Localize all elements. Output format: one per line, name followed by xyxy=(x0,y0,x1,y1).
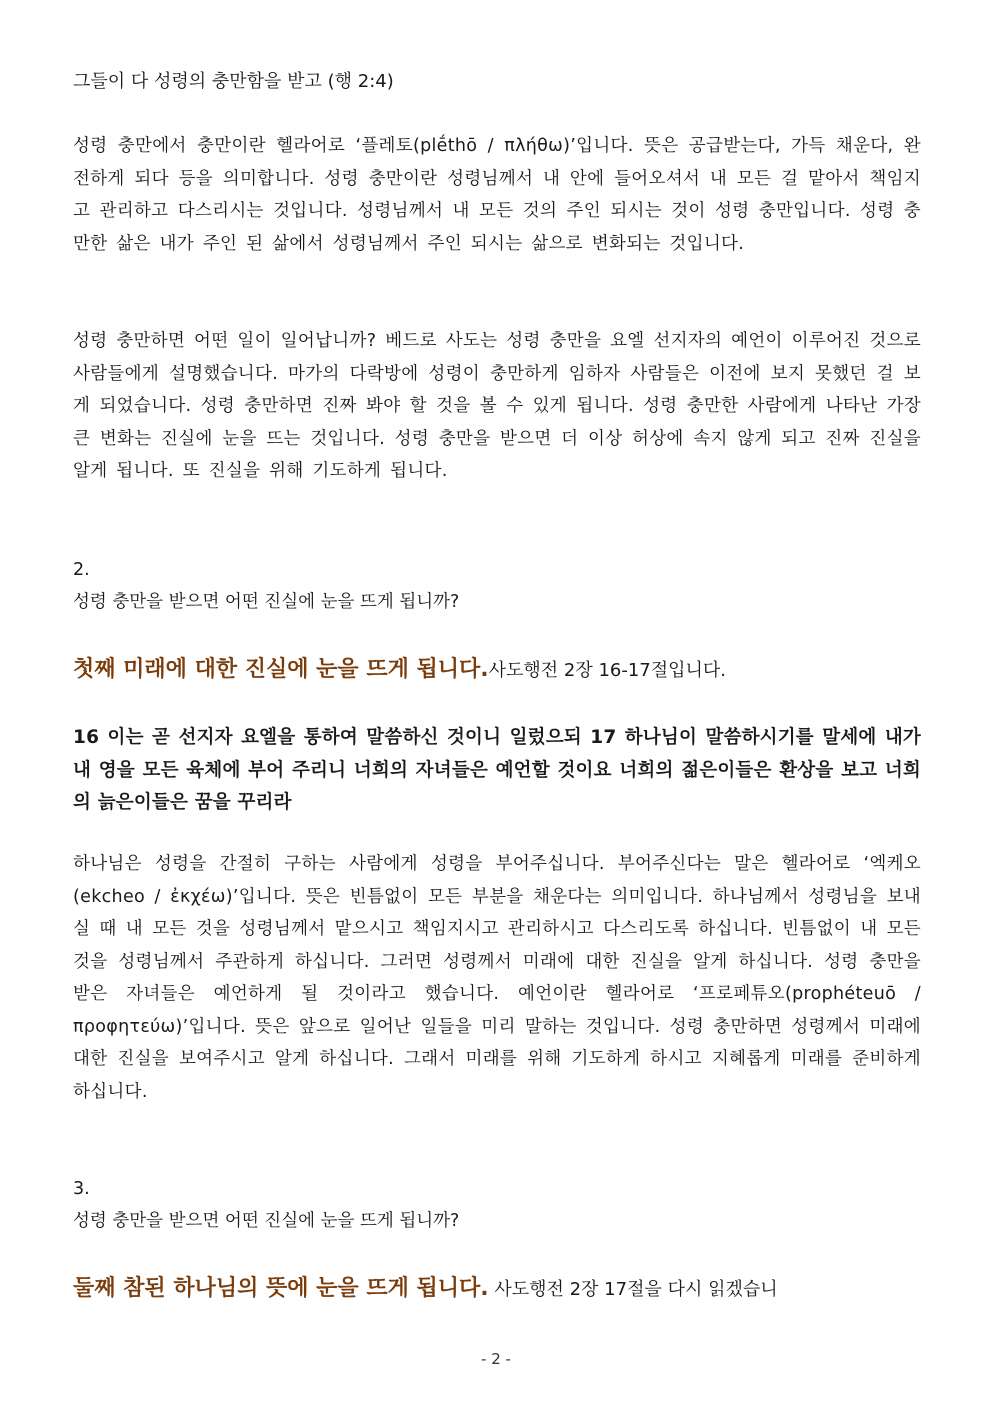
page-number: - 2 - xyxy=(481,1350,511,1368)
paragraph-ekcheo: 하나님은 성령을 간절히 구하는 사람에게 성령을 부어주십니다. 부어주신다는 말은 헬라어로 ‘엑케오(ekcheo / ἐκχέω)’입니다. 뜻은 빈틈없이 모든 부분을 채운다는 의미입니다. 하나님께서 성령님을 보내실 때 내 모든 것을 성령님께서 맡으시고 책임지시고 관리하시고 다스리도록 하십니다. 빈틈없이 내 모든 것을 성령님께서 주관하게 하십니다. 그러면 성령께서 미래에 대한 진실을 알게 하십니다. 성령 충만을 받은 자녀들은 예언하게 될 것이라고 했습니다. 예언이란 헬라어로 ‘프로페튜오(prophéteuō / προφητεύω)’입니다. 뜻은 앞으로 일어난 일들을 미리 말하는 것입니다. 성령 충만하면 성령께서 미래에 대한 진실을 보여주시고 알게 하십니다. 그래서 미래를 위해 기도하게 하시고 지혜롭게 미래를 준비하게 하십니다. xyxy=(73,854,921,1102)
question-number: 2. xyxy=(73,560,90,580)
question-number: 3. xyxy=(73,1179,90,1199)
scripture-verse: 16 이는 곧 선지자 요엘을 통하여 말씀하신 것이니 일렀으되 17 하나님이 말씀하시기를 말세에 내가 내 영을 모든 육체에 부어 주리니 너희의 자녀들은 예언할 것이요 너희의 젊은이들은 환상을 보고 너희의 늙은이들은 꿈을 꾸리라 xyxy=(73,727,921,813)
question-2 xyxy=(73,554,921,618)
section-heading-first xyxy=(73,653,921,688)
paragraph-effects: 성령 충만하면 어떤 일이 일어납니까? 베드로 사도는 성령 충만을 요엘 선지자의 예언이 이루어진 것으로 사람들에게 설명했습니다. 마가의 다락방에 성령이 충만하게 임하자 사람들은 이전에 보지 못했던 걸 보게 되었습니다. 성령 충만하면 진짜 봐야 할 것을 볼 수 있게 됩니다. 성령 충만한 사람에게 나타난 가장 큰 변화는 진실에 눈을 뜨는 것입니다. 성령 충만을 받으면 더 이상 허상에 속지 않게 되고 진짜 진실을 알게 됩니다. 또 진실을 위해 기도하게 됩니다. xyxy=(73,331,921,481)
section-heading-second xyxy=(73,1272,921,1307)
paragraph-pleroo: 성령 충만에서 충만이란 헬라어로 ‘플레토(plḗthō / πλήθω)’입니다. 뜻은 공급받는다, 가득 채운다, 완전하게 되다 등을 의미합니다. 성령 충만이란 성령님께서 내 안에 들어오셔서 내 모든 걸 맡아서 책임지고 관리하고 다스리시는 것입니다. 성령님께서 내 모든 것의 주인 되시는 것이 성령 충만입니다. 성령 충만한 삶은 내가 주인 된 삶에서 성령님께서 주인 되시는 삶으로 변화되는 것입니다. xyxy=(73,136,921,254)
heading-reference: 사도행전 2장 16-17절입니다. xyxy=(488,660,727,681)
heading-reference: 사도행전 2장 17절을 다시 읽겠습니 xyxy=(488,1279,778,1300)
question-text: 성령 충만을 받으면 어떤 진실에 눈을 뜨게 됩니까? xyxy=(73,1211,460,1231)
question-text: 성령 충만을 받으면 어떤 진실에 눈을 뜨게 됩니까? xyxy=(73,592,460,612)
heading-highlight: 둘째 참된 하나님의 뜻에 눈을 뜨게 됩니다. xyxy=(73,1276,489,1301)
question-3 xyxy=(73,1173,921,1237)
page-title: 그들이 다 성령의 충만함을 받고 (행 2:4) xyxy=(73,71,394,92)
heading-highlight: 첫째 미래에 대한 진실에 눈을 뜨게 됩니다. xyxy=(73,657,489,682)
